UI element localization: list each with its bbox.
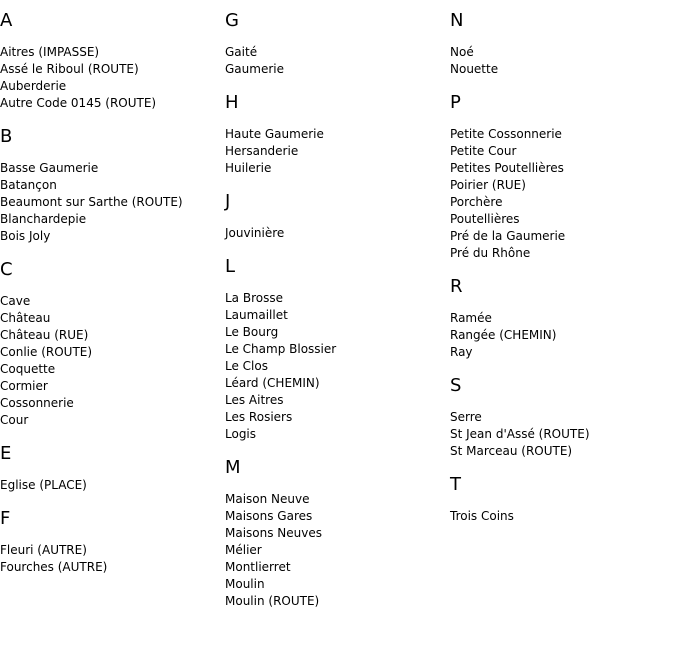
street-list [450, 409, 670, 460]
street-link[interactable]: Le Bourg [225, 325, 279, 339]
street-link[interactable]: Les Aitres [225, 393, 284, 407]
letter-group-j [225, 191, 445, 242]
street-link[interactable]: St Marceau (ROUTE) [450, 444, 573, 458]
letter-heading: T [450, 474, 461, 495]
letter-heading: A [0, 10, 13, 31]
street-list [225, 290, 445, 443]
street-link[interactable]: Léard (CHEMIN) [225, 376, 320, 390]
street-list [450, 44, 670, 78]
letter-group-b [0, 126, 220, 245]
street-link[interactable]: Le Champ Blossier [225, 342, 337, 356]
street-link[interactable]: Ray [450, 345, 473, 359]
street-link[interactable]: Huilerie [225, 161, 272, 175]
letter-group-m [225, 457, 445, 610]
street-link[interactable]: Cormier [0, 379, 48, 393]
letter-heading: P [450, 92, 461, 113]
street-link[interactable]: Trois Coins [450, 509, 514, 523]
letter-heading: J [225, 191, 231, 212]
street-link[interactable]: Gaité [225, 45, 258, 59]
letter-heading: R [450, 276, 463, 297]
letter-group-h [225, 92, 445, 177]
street-link[interactable]: Rangée (CHEMIN) [450, 328, 557, 342]
street-link[interactable]: Autre Code 0145 (ROUTE) [0, 96, 157, 110]
street-link[interactable]: Moulin [225, 577, 265, 591]
letter-group-n [450, 10, 670, 78]
street-link[interactable]: Poutellières [450, 212, 520, 226]
street-link[interactable]: Montlierret [225, 560, 291, 574]
street-link[interactable]: La Brosse [225, 291, 283, 305]
street-link[interactable]: Petite Cossonnerie [450, 127, 562, 141]
letter-group-a [0, 10, 220, 112]
street-link[interactable]: St Jean d'Assé (ROUTE) [450, 427, 590, 441]
street-link[interactable]: Porchère [450, 195, 503, 209]
street-link[interactable]: Pré de la Gaumerie [450, 229, 566, 243]
letter-heading: F [0, 508, 11, 529]
street-link[interactable]: Fourches (AUTRE) [0, 560, 108, 574]
street-list [225, 44, 445, 78]
street-list [0, 44, 220, 112]
street-link[interactable]: Maison Neuve [225, 492, 310, 506]
street-link[interactable]: Moulin (ROUTE) [225, 594, 320, 608]
street-link[interactable]: Eglise (PLACE) [0, 478, 87, 492]
street-link[interactable]: Les Rosiers [225, 410, 293, 424]
street-list [0, 542, 220, 576]
street-link[interactable]: Maisons Neuves [225, 526, 323, 540]
street-list [225, 225, 445, 242]
letter-heading: C [0, 259, 13, 280]
street-link[interactable]: Château [0, 311, 51, 325]
letter-group-r [450, 276, 670, 361]
street-link[interactable]: Basse Gaumerie [0, 161, 99, 175]
letter-group-g [225, 10, 445, 78]
letter-group-f [0, 508, 220, 576]
street-link[interactable]: Cour [0, 413, 29, 427]
street-link[interactable]: Laumaillet [225, 308, 288, 322]
street-list [225, 491, 445, 610]
street-link[interactable]: Cossonnerie [0, 396, 74, 410]
letter-heading: E [0, 443, 12, 464]
letter-group-p [450, 92, 670, 262]
street-link[interactable]: Cave [0, 294, 31, 308]
letter-group-l [225, 256, 445, 443]
letter-heading: N [450, 10, 464, 31]
street-link[interactable]: Château (RUE) [0, 328, 89, 342]
street-link[interactable]: Petites Poutellières [450, 161, 564, 175]
street-link[interactable]: Haute Gaumerie [225, 127, 324, 141]
street-link[interactable]: Coquette [0, 362, 56, 376]
street-list [225, 126, 445, 177]
street-link[interactable]: Poirier (RUE) [450, 178, 526, 192]
street-link[interactable]: Batançon [0, 178, 57, 192]
street-link[interactable]: Hersanderie [225, 144, 299, 158]
street-link[interactable]: Blanchardерie [0, 212, 87, 226]
street-link[interactable]: Gaumerie [225, 62, 284, 76]
street-link[interactable]: Pré du Rhône [450, 246, 531, 260]
street-link[interactable]: Serre [450, 410, 482, 424]
street-link[interactable]: Maisons Gares [225, 509, 313, 523]
street-link[interactable]: Petite Cour [450, 144, 517, 158]
street-link[interactable]: Fleuri (AUTRE) [0, 543, 87, 557]
street-list [0, 293, 220, 429]
street-link[interactable]: Logis [225, 427, 257, 441]
street-list [450, 126, 670, 262]
street-link[interactable]: Assé le Riboul (ROUTE) [0, 62, 139, 76]
street-link[interactable]: Jouvinière [225, 226, 285, 240]
street-list [0, 477, 220, 494]
street-list [450, 508, 670, 525]
street-link[interactable]: Mélier [225, 543, 262, 557]
street-link[interactable]: Aitres (IMPASSE) [0, 45, 100, 59]
letter-heading: M [225, 457, 241, 478]
street-list [0, 160, 220, 245]
street-link[interactable]: Noé [450, 45, 474, 59]
street-link[interactable]: Conlie (ROUTE) [0, 345, 93, 359]
letter-group-c [0, 259, 220, 429]
street-link[interactable]: Nouette [450, 62, 499, 76]
street-list [450, 310, 670, 361]
letter-group-e [0, 443, 220, 494]
street-link[interactable]: Beaumont sur Sarthe (ROUTE) [0, 195, 183, 209]
letter-heading: B [0, 126, 13, 147]
street-link[interactable]: Le Clos [225, 359, 268, 373]
index-column-2 [225, 10, 445, 624]
letter-heading: L [225, 256, 236, 277]
letter-group-t [450, 474, 670, 525]
street-link[interactable]: Ramée [450, 311, 492, 325]
street-link[interactable]: Auberderie [0, 79, 67, 93]
letter-group-s [450, 375, 670, 460]
index-column-3 [450, 10, 670, 539]
letter-heading: H [225, 92, 239, 113]
index-column-1 [0, 10, 220, 590]
street-link[interactable]: Bois Joly [0, 229, 51, 243]
letter-heading: G [225, 10, 239, 31]
letter-heading: S [450, 375, 462, 396]
